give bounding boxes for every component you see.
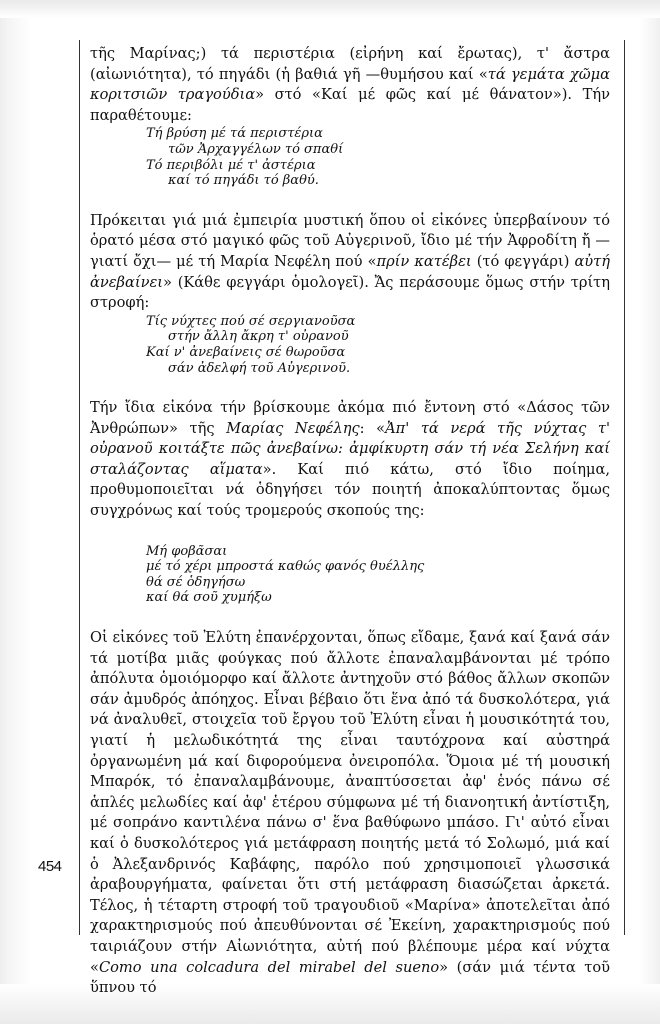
paragraph-4-text-end: » (σάν μιά τέντα τοῦ ὕπνου τό [90, 958, 610, 997]
scan-edge-top [0, 0, 660, 18]
page-body [90, 44, 610, 999]
paragraph-2-italic: πρίν κατέβει [376, 252, 472, 270]
verse-line: θά σέ ὁδηγήσω [146, 574, 246, 590]
verse-line: Τό περιβόλι μέ τ' ἀστέρια [146, 157, 316, 173]
verse-line: καί τό πηγάδι τό βαθύ. [168, 173, 319, 189]
verse-line: Καί ν' ἀνεβαίνεις σέ θωροῦσα [146, 344, 346, 360]
paragraph-1 [90, 44, 610, 126]
verse-block-3 [90, 544, 610, 606]
paragraph-3-text-mid: : « [359, 419, 386, 437]
paragraph-4-italic: Como una colcadura del mirabel del sueno [98, 958, 440, 976]
paragraph-1-italic: τά γεμάτα χῶμα κοριτσιῶν τραγούδια [90, 65, 610, 104]
paragraph-1-text: τῆς Μαρίνας;) τά περιστέρια (εἰρήνη καί ἔρωτας), τ' ἄστρα (αἰωνιότητα), τό πηγάδι (ἡ βαθιά γῆ —θυμήσου καί « [90, 45, 610, 83]
paragraph-3-text-end: ». Καί πιό κάτω, στό ἴδιο ποίημα, προθυμοποιεῖται νά ὁδηγήσει τόν ποιητή ἀποκαλύπτοντας ὅμως συγχρόνως καί τούς τρομερούς σκοπούς της: [90, 460, 610, 520]
verse-block-1 [90, 126, 610, 188]
paragraph-1-text-end: » στό «Καί μέ φῶς καί μέ θάνατον»). Τήν παραθέτουμε: [90, 86, 610, 124]
paragraph-2-italic-2: αὐτή ἀνεβαίνει [90, 252, 610, 291]
verse-line: Τίς νύχτες πού σέ σεργιανοῦσα [146, 313, 356, 329]
verse-block-2 [90, 314, 610, 376]
verse-line: μέ τό χέρι μπροστά καθώς φανός θυέλλης [146, 559, 425, 575]
verse-line: τῶν Ἀρχαγγέλων τό σπαθί [168, 141, 344, 157]
paragraph-4-text: Οἱ εἰκόνες τοῦ Ἐλύτη ἐπανέρχονται, ὅπως εἴδαμε, ξανά καί ξανά σάν τά μοτίβα μιᾶς φούγκας πού ἄλλοτε ἐπαναλαμβάνονται μέ τρόπο ἀπόλυτα ὁμοιόμορφο καί ἄλλοτε ἀντηχοῦν στό βάθος ἄλλων σκοπῶν σάν ἀμυδρός ἀπόηχος. Εἶναι βέβαιο ὅτι ἕνα ἀπό τά δυσκολότερα, γιά νά ἀναλυθεῖ, στοιχεῖα τοῦ ἔργου τοῦ Ἐλύτη εἶναι ἡ μουσικότητά του, γιατί ἡ μελωδικότητά της εἶναι ταυτόχρονα καί αὐστηρά ὀργανωμένη μά καί διφορούμενα ὀνειροπόλα. Ὅμοια μέ τή μουσική Μπαρόκ, τό ἐπαναλαμβάνουμε, ἀναπτύσσεται ἀφ' ἑνός πάνω σέ ἁπλές μελωδίες καί ἀφ' ἑτέρου σύμφωνα μέ τή διανοητική ἀντίστιξη, μέ σοπράνο καντιλένα πάνω σ' ἕνα βαθύφωνο μπάσο. Γι' αὐτό εἶναι καί ὁ δυσκολότερος γιά μετάφραση ποιητής μετά τό Σολωμό, μιά καί ὁ Ἀλεξανδρινός Καβάφης, παρόλο πού χρησιμοποιεῖ γλωσσικά ἀραβουργήματα, φαίνεται ὅτι στή μετάφραση διασώζεται ἀρκετά. Τέλος, ἡ τέταρτη στροφή τοῦ τραγουδιοῦ «Μαρίνα» ἀποτελεῖται ἀπό χαρακτηρισμούς πού ἀπευθύνονται σέ Ἐκείνη, χαρακτηρισμούς πού ταιριάζουν στήν Αἰωνιότητα, αὐτή πού βλέπουμε μέρα καί νύχτα « [90, 629, 610, 976]
verse-line: καί θά σοῦ χυμήξω [146, 590, 272, 606]
verse-line: Μή φοβᾶσαι [146, 543, 228, 559]
paragraph-2-text: Πρόκειται γιά μιά ἐμπειρία μυστική ὅπου οἱ εἰκόνες ὑπερβαίνουν τό ὁρατό μέσα στό μαγικό φῶς τοῦ Αὐγερινοῦ, ἴδιο μέ τήν Ἀφροδίτη ἤ —γιατί ὄχι— μέ τή Μαρία Νεφέλη πού « [90, 211, 610, 270]
page-number: 454 [38, 858, 62, 875]
paragraph-2 [90, 211, 610, 314]
paragraph-3-italic: Μαρίας Νεφέλης [226, 419, 360, 437]
paragraph-2-text-end: » (Κάθε φεγγάρι ὁμολογεῖ). Ἄς περάσουμε ὅμως στήν τρίτη στροφή: [90, 273, 610, 312]
verse-line: Τή βρύση μέ τά περιστέρια [146, 126, 323, 142]
paragraph-4 [90, 628, 610, 999]
verse-line: σάν ἀδελφή τοῦ Αὐγερινοῦ. [168, 360, 351, 376]
left-margin-rule [79, 40, 80, 935]
paragraph-3-italic-2: Ἀπ' τά νερά τῆς νύχτας τ' οὐρανοῦ κοιτάξτε πῶς ἀνεβαίνω: ἀμφίκυρτη σάν τή νέα Σελήνη καί σταλάζοντας αἵματα [90, 419, 610, 478]
right-margin-rule [624, 40, 625, 935]
paragraph-3 [90, 398, 610, 522]
paragraph-3-text: Τήν ἴδια εἰκόνα τήν βρίσκουμε ἀκόμα πιό ἔντονη στό «Δάσος τῶν Ἀνθρώπων» τῆς [90, 399, 610, 437]
paragraph-2-text-mid: (τό φεγγάρι) [471, 252, 575, 270]
verse-line: στήν ἄλλη ἄκρη τ' οὐρανοῦ [168, 329, 349, 345]
